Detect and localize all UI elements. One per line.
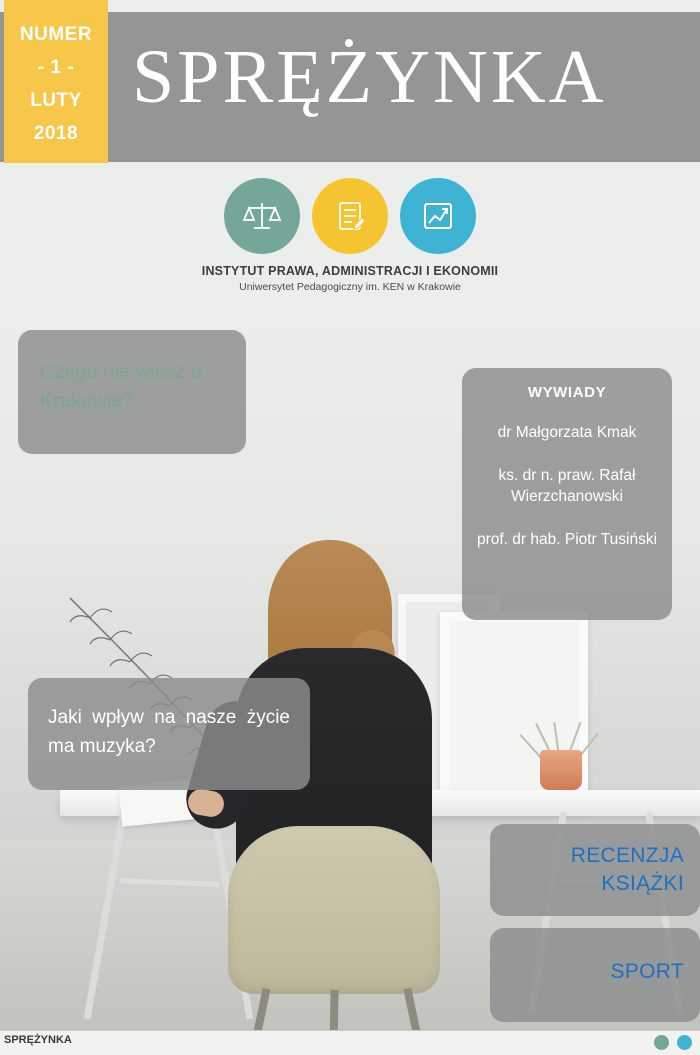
teaser-book-review[interactable] [490, 824, 700, 916]
chart-growth-icon [400, 178, 476, 254]
plant-pot [540, 750, 582, 790]
chart-growth-icon [677, 1035, 692, 1050]
teaser-music-text: Jaki wpływ na nasze życie ma muzyka? [48, 707, 290, 757]
teaser-krakow[interactable] [18, 330, 246, 454]
scales-icon [224, 178, 300, 254]
issue-month: LUTY [30, 89, 82, 111]
issue-label: NUMER [19, 23, 93, 45]
issue-badge [4, 0, 108, 163]
footer-strip [0, 1030, 700, 1055]
logo-icon-row [0, 178, 700, 254]
teaser-krakow-text: Czego nie wiesz o Krakowie? [40, 361, 203, 412]
institute-name: INSTYTUT PRAWA, ADMINISTRACJI I EKONOMII [201, 264, 499, 278]
footer-label: SPRĘŻYNKA [4, 1034, 72, 1046]
issue-number: - 1 - [37, 56, 75, 78]
interview-person: prof. dr hab. Piotr Tusiński [476, 530, 658, 548]
teaser-music[interactable] [28, 678, 310, 790]
footer-icon-row [654, 1035, 692, 1050]
institute-subtitle: Uniwersytet Pedagogiczny im. KEN w Krakowie [239, 281, 461, 293]
teaser-interviews[interactable] [462, 368, 672, 620]
document-pen-icon [312, 178, 388, 254]
institute-logo-block [0, 178, 700, 293]
issue-year: 2018 [33, 122, 79, 144]
chair [228, 826, 440, 994]
teaser-book-review-text: RECENZJA KSIĄŻKI [570, 844, 684, 896]
interview-person: ks. dr n. praw. Rafał Wierzchanowski [498, 466, 636, 505]
scales-icon [654, 1035, 669, 1050]
teaser-sport[interactable] [490, 928, 700, 1022]
interviews-heading: WYWIADY [527, 384, 607, 401]
magazine-title: SPRĘŻYNKA [132, 35, 607, 119]
interview-person: dr Małgorzata Kmak [497, 424, 637, 441]
teaser-sport-text: SPORT [610, 960, 684, 983]
